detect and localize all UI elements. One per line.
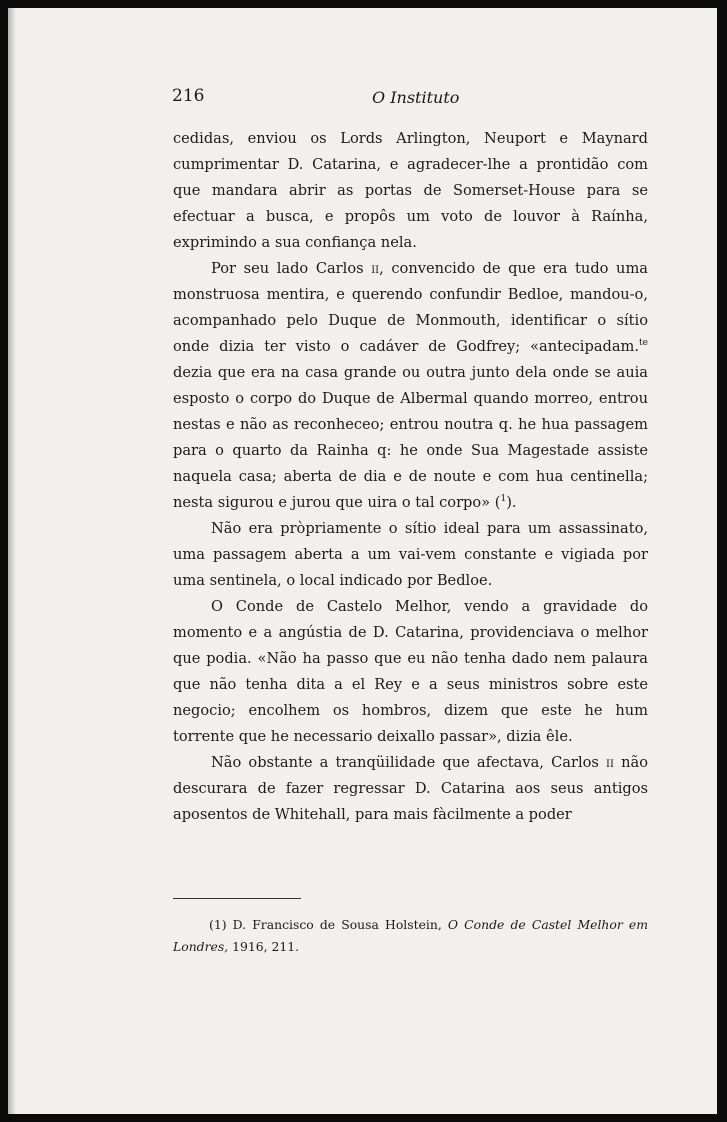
footnote — [173, 914, 648, 958]
paragraph-2-part-b: , convencido de que era tudo uma monstruosa mentira, e querendo confundir Bedloe, mandou-o, acompanhado pelo Duque de Monmouth, identificar o sítio onde dizia ter visto o cadáver de Godfrey; «antecipadam. — [173, 260, 648, 355]
footnote-divider — [173, 898, 301, 899]
roman-numeral: ii — [606, 754, 614, 771]
paragraph-1: cedidas, enviou os Lords Arlington, Neuport e Maynard cumprimentar D. Catarina, e agradecer-lhe a prontidão com que mandara abrir as portas de Somerset-House para se efectuar a busca, e propôs um voto de louvor à Raínha, exprimindo a sua confiança nela. — [173, 130, 648, 251]
running-title: O Instituto — [372, 88, 460, 107]
paragraph-5-part-a: Não obstante a tranqüilidade que afectava, Carlos — [211, 754, 607, 771]
paragraph-2-part-a: Por seu lado Carlos — [211, 260, 372, 277]
paragraph-2-part-c: dezia que era na casa grande ou outra junto dela onde se auia esposto o corpo do Duque de Albermal quando morreo, entrou nestas e não as reconheceo; entrou noutra q. he hua passagem para o quarto da Rainha q: he onde Sua Magestade assiste naquela casa; aberta de dia e de noute e com hua centinella; nesta sigurou e jurou que uira o tal corpo» ( — [173, 364, 648, 511]
paragraph-3: Não era pròpriamente o sítio ideal para um assassinato, uma passagem aberta a um vai-vem constante e vigiada por uma sentinela, o local indicado por Bedloe. — [173, 520, 648, 589]
footnote-marker: (1) — [209, 917, 227, 932]
page-edge-shadow — [8, 8, 16, 1114]
footnote-title: O Conde de Castel Melhor em Londres, — [173, 917, 648, 954]
footnote-imprint: 1916, 211. — [232, 939, 300, 954]
paragraph-2 — [173, 256, 648, 516]
superscript-abbreviation: te — [639, 338, 648, 349]
body-text — [173, 126, 648, 828]
roman-numeral: ii — [371, 260, 380, 277]
footnote-text — [173, 914, 648, 958]
paragraph-4: O Conde de Castelo Melhor, vendo a gravidade do momento e a angústia de D. Catarina, providenciava o melhor que podia. «Não ha passo que eu não tenha dado nem palaura que não tenha dita a el Rey e a seus ministros sobre este negocio; encolhem os hombros, dizem que este he hum torrente que he necessario deixallo passar», dizia êle. — [173, 598, 648, 745]
page-header — [172, 86, 648, 112]
footnote-reference[interactable]: 1 — [500, 494, 507, 505]
book-page — [8, 8, 717, 1114]
paragraph-2-part-d: ). — [506, 494, 517, 511]
paragraph-5-part-b: não descurara de fazer regressar D. Catarina aos seus antigos aposentos de Whitehall, para mais fàcilmente a poder — [173, 754, 648, 823]
paragraph-5 — [173, 750, 648, 828]
page-number: 216 — [172, 86, 205, 106]
footnote-author: D. Francisco de Sousa Holstein, — [232, 917, 442, 932]
